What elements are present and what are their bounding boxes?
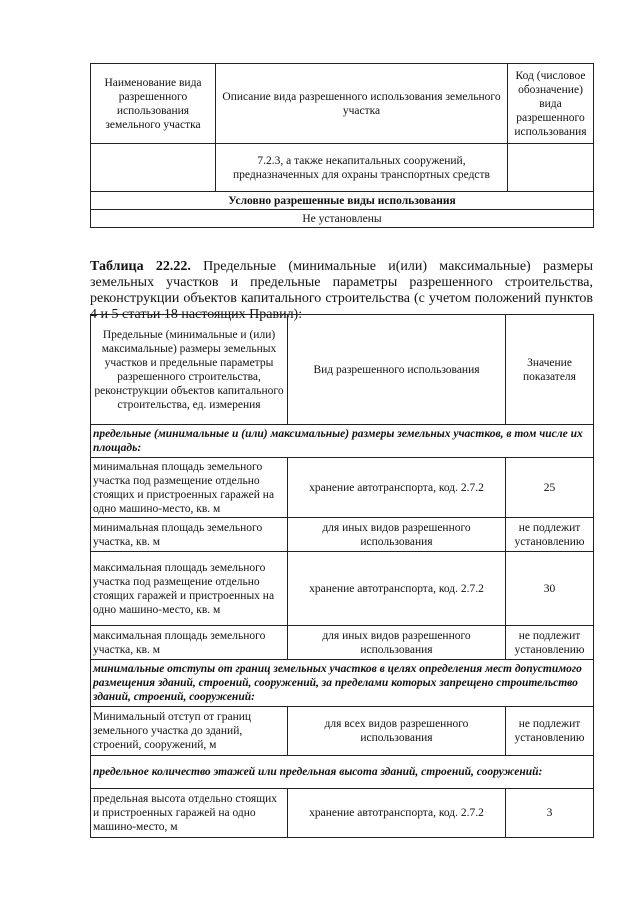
table-cell: минимальная площадь земельного участка под размещение отдельно стоящих и пристроенных гаражей на одно машино-место, кв. м: [91, 458, 288, 518]
table-header-row: [91, 64, 594, 144]
table-cell: не подлежит установлению: [506, 626, 594, 660]
table-cell: [508, 144, 594, 192]
section-title: Условно разрешенные виды использования: [91, 192, 594, 210]
header-cell: Описание вида разрешенного использования земельного участка: [216, 64, 508, 144]
table-row: [91, 210, 594, 228]
table-cell: Минимальный отступ от границ земельного участка до зданий, строений, сооружений, м: [91, 707, 288, 756]
table-cell: хранение автотранспорта, код. 2.7.2: [288, 552, 506, 626]
table-cell: предельная высота отдельно стоящих и пристроенных гаражей на одно машино-место, м: [91, 789, 288, 838]
table-cell: [91, 144, 216, 192]
table-cell: минимальная площадь земельного участка, кв. м: [91, 518, 288, 552]
caption-text: Предельные (минимальные и(или) максимальные) размеры земельных участков и предельные параметры разрешенного строительства, реконструкции объектов капитального строительства (с учетом положений пунктов 4 и 5 статьи 18 настоящих Правил):: [90, 259, 593, 322]
section-value: Не установлены: [91, 210, 594, 228]
header-cell: Предельные (минимальные и (или) максимальные) размеры земельных участков и предельные параметры разрешенного строительства, реконструкции объектов капитального строительства, ед. измерения: [91, 315, 288, 425]
parameters-table: [90, 314, 594, 838]
header-cell: Наименование вида разрешенного использования земельного участка: [91, 64, 216, 144]
table-cell: максимальная площадь земельного участка под размещение отдельно стоящих гаражей и пристроенных на одно машино-место, кв. м: [91, 552, 288, 626]
table-cell: 3: [506, 789, 594, 838]
table-cell: для иных видов разрешенного использования: [288, 626, 506, 660]
section-header-row: [91, 756, 594, 789]
header-cell: Вид разрешенного использования: [288, 315, 506, 425]
caption-label: Таблица 22.22.: [90, 259, 191, 274]
table-row: [91, 552, 594, 626]
table-cell: хранение автотранспорта, код. 2.7.2: [288, 789, 506, 838]
table-cell: 25: [506, 458, 594, 518]
header-cell: Код (числовое обозначение) вида разрешенного использования: [508, 64, 594, 144]
table-cell: не подлежит установлению: [506, 707, 594, 756]
table-row: [91, 626, 594, 660]
section-title: предельное количество этажей или предельная высота зданий, строений, сооружений:: [91, 756, 594, 789]
header-cell: Значение показателя: [506, 315, 594, 425]
permitted-use-table: [90, 63, 594, 228]
table-row: [91, 789, 594, 838]
table-row: [91, 458, 594, 518]
table-cell: хранение автотранспорта, код. 2.7.2: [288, 458, 506, 518]
table-cell: не подлежит установлению: [506, 518, 594, 552]
section-header-row: [91, 425, 594, 458]
section-title: минимальные отступы от границ земельных участков в целях определения мест допустимого размещения зданий, строений, сооружений, за пределами которых запрещено строительство зданий, строений, сооружений:: [91, 660, 594, 707]
table-row: [91, 518, 594, 552]
table-header-row: [91, 315, 594, 425]
table-cell: 7.2.3, а также некапитальных сооружений, предназначенных для охраны транспортных средств: [216, 144, 508, 192]
section-title: предельные (минимальные и (или) максимальные) размеры земельных участков, в том числе их площадь:: [91, 425, 594, 458]
table-row: [91, 144, 594, 192]
section-header-row: [91, 660, 594, 707]
table-cell: максимальная площадь земельного участка, кв. м: [91, 626, 288, 660]
table-cell: 30: [506, 552, 594, 626]
section-header-row: [91, 192, 594, 210]
table-row: [91, 707, 594, 756]
table-cell: для иных видов разрешенного использования: [288, 518, 506, 552]
table-cell: для всех видов разрешенного использования: [288, 707, 506, 756]
